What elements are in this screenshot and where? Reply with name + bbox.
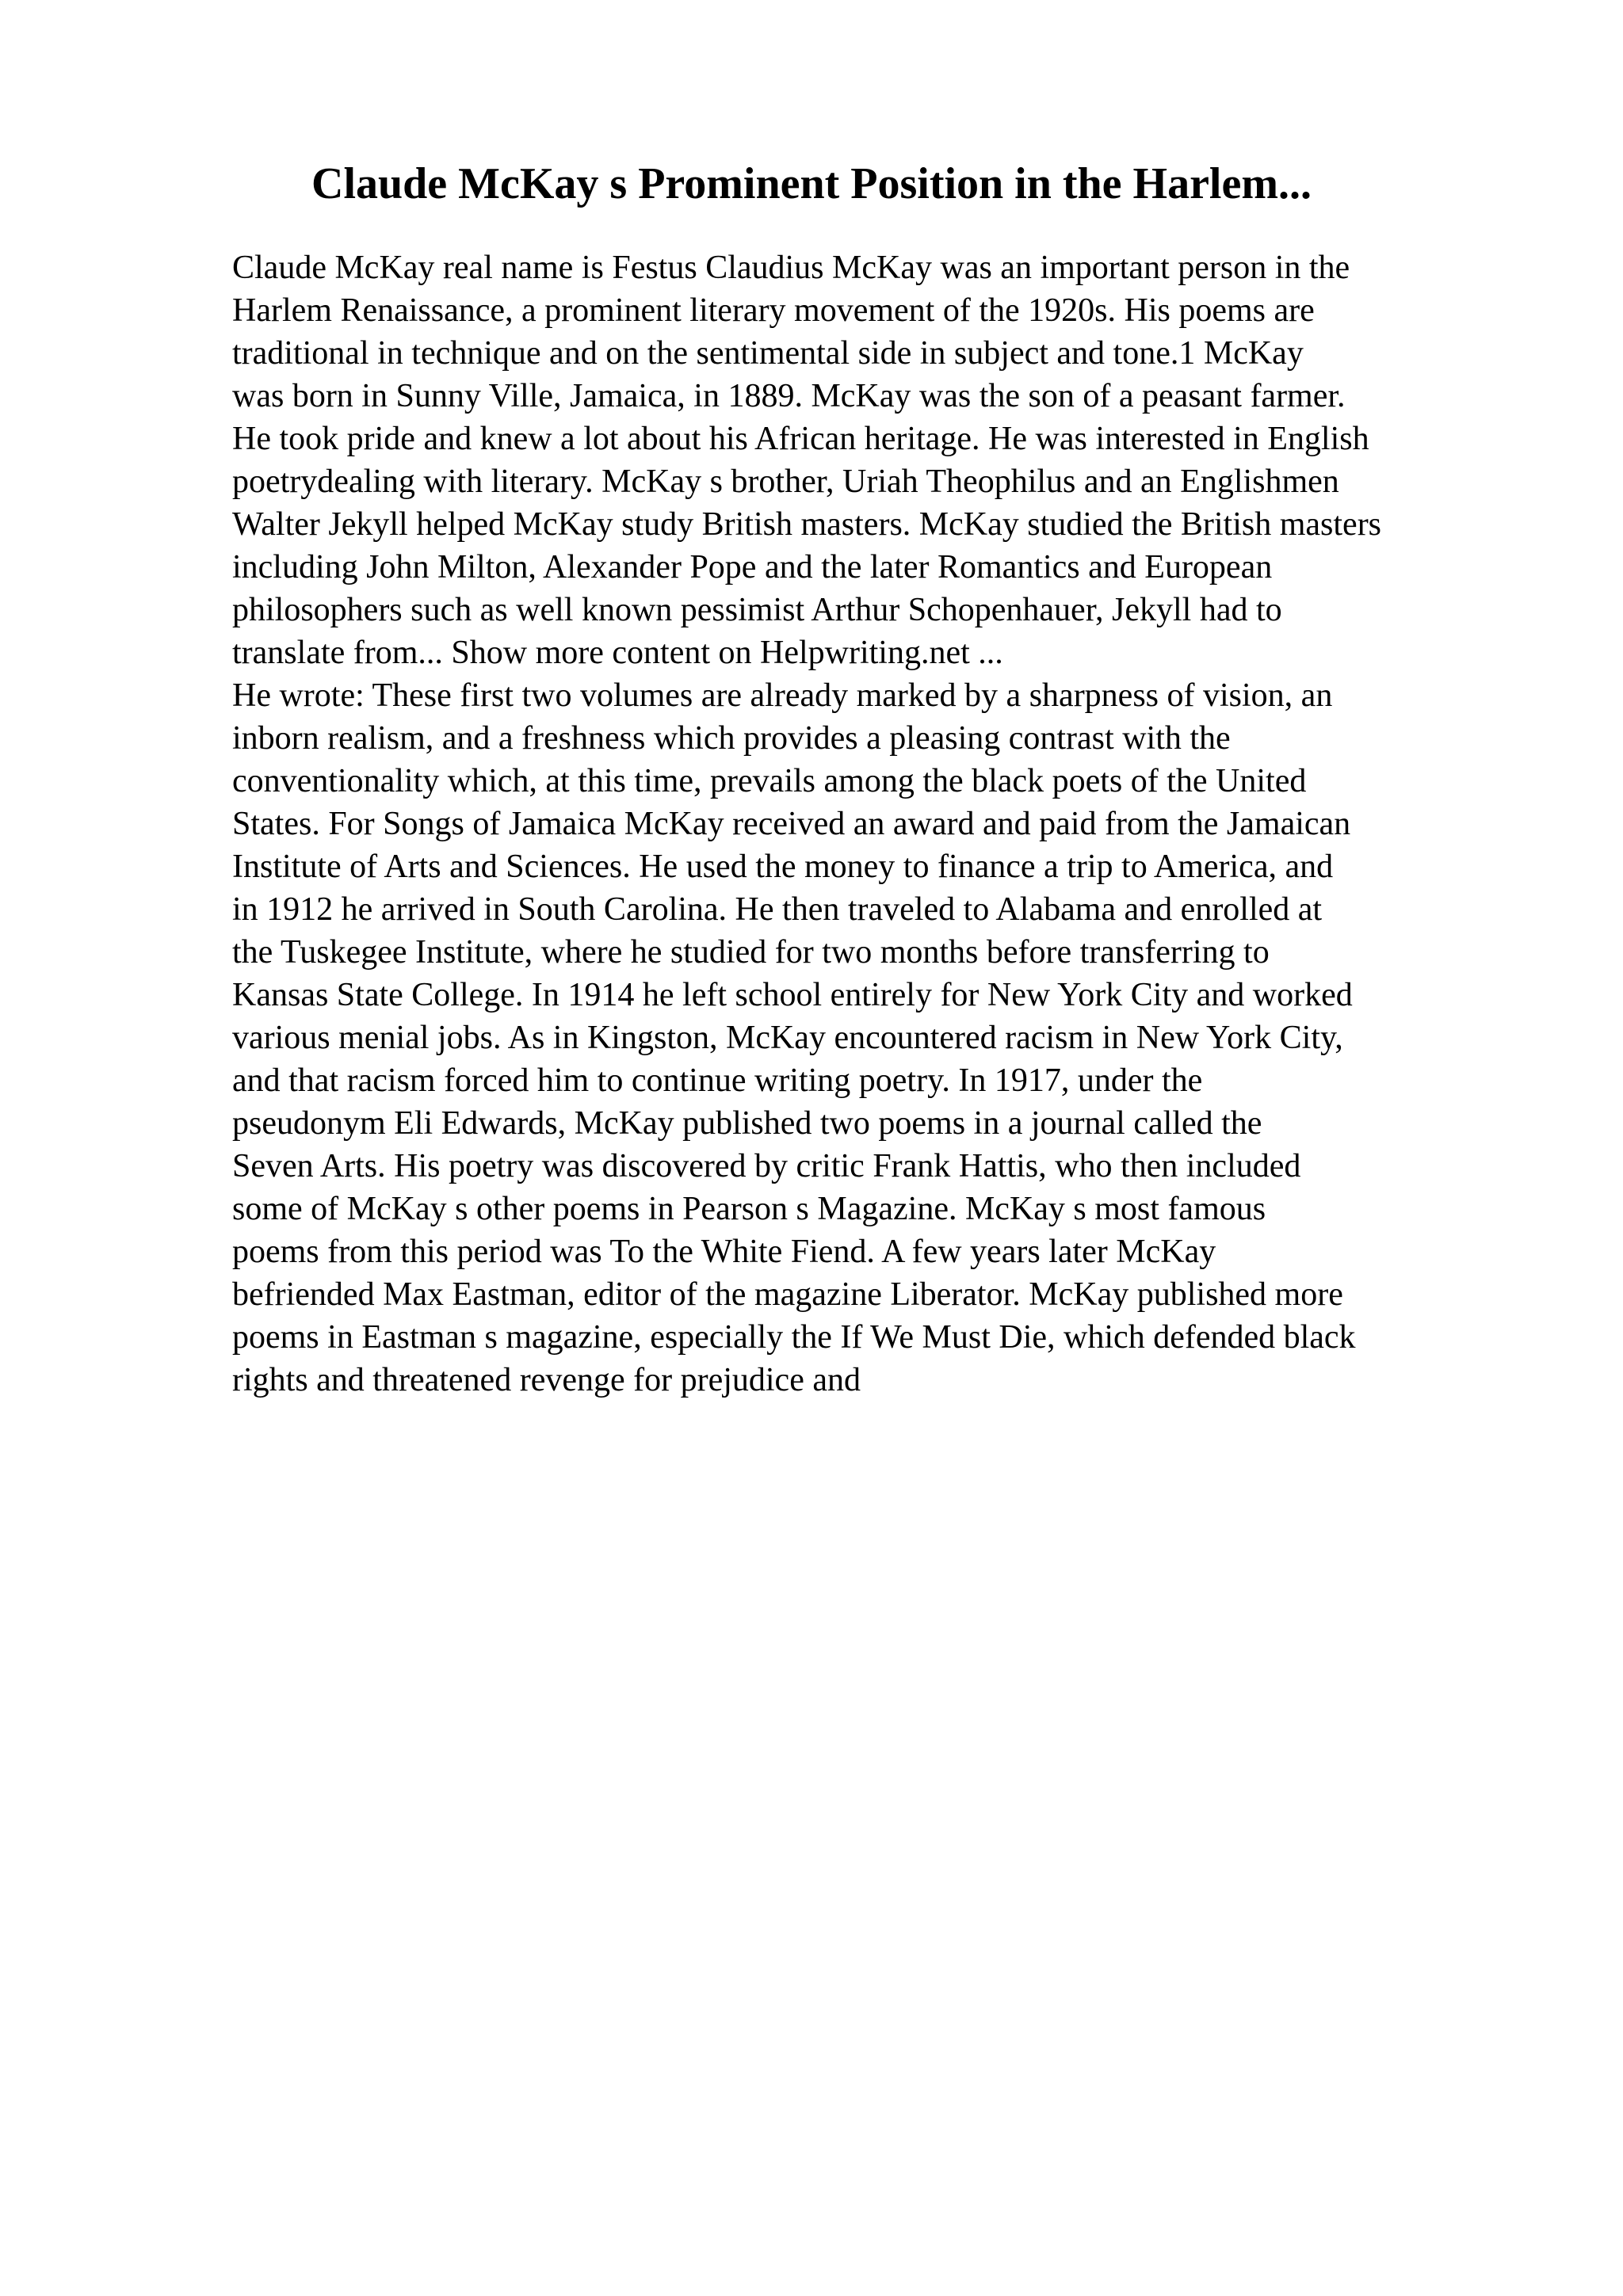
text-line: Seven Arts. His poetry was discovered by critic Frank Hattis, who then included xyxy=(232,1148,1301,1184)
document-title: Claude McKay s Prominent Position in the Harlem... xyxy=(311,159,1312,208)
text-line: philosophers such as well known pessimist Arthur Schopenhauer, Jekyll had to xyxy=(232,592,1282,628)
text-line: Kansas State College. In 1914 he left school entirely for New York City and worked xyxy=(232,977,1353,1013)
text-line: some of McKay s other poems in Pearson s Magazine. McKay s most famous xyxy=(232,1191,1266,1227)
text-line: Institute of Arts and Sciences. He used the money to finance a trip to America, and xyxy=(232,849,1334,885)
document-body xyxy=(232,246,1595,1402)
text-line: Harlem Renaissance, a prominent literary movement of the 1920s. His poems are xyxy=(232,292,1315,329)
text-line: poems in Eastman s magazine, especially the If We Must Die, which defended black xyxy=(232,1319,1356,1356)
text-line: in 1912 he arrived in South Carolina. He then traveled to Alabama and enrolled at xyxy=(232,891,1323,928)
text-line: pseudonym Eli Edwards, McKay published two poems in a journal called the xyxy=(232,1105,1262,1142)
text-line: the Tuskegee Institute, where he studied for two months before transferring to xyxy=(232,934,1270,971)
text-line: translate from... Show more content on Helpwriting.net ... xyxy=(232,635,1003,671)
text-line: poetrydealing with literary. McKay s brother, Uriah Theophilus and an Englishmen xyxy=(232,463,1339,500)
text-line: including John Milton, Alexander Pope and the later Romantics and European xyxy=(232,549,1273,585)
text-line: was born in Sunny Ville, Jamaica, in 1889. McKay was the son of a peasant farmer. xyxy=(232,378,1346,414)
text-line: inborn realism, and a freshness which provides a pleasing contrast with the xyxy=(232,720,1231,757)
text-line: Claude McKay real name is Festus Claudius McKay was an important person in the xyxy=(232,250,1350,286)
text-line: Walter Jekyll helped McKay study British masters. McKay studied the British masters xyxy=(232,506,1382,543)
text-line: conventionality which, at this time, prevails among the black poets of the United xyxy=(232,763,1307,799)
text-line: and that racism forced him to continue writing poetry. In 1917, under the xyxy=(232,1062,1203,1099)
text-line: poems from this period was To the White Fiend. A few years later McKay xyxy=(232,1234,1216,1270)
text-line: traditional in technique and on the sentimental side in subject and tone.1 McKay xyxy=(232,335,1304,372)
text-line: rights and threatened revenge for prejudice and xyxy=(232,1362,861,1398)
text-line: He took pride and knew a lot about his African heritage. He was interested in English xyxy=(232,421,1369,457)
text-line: various menial jobs. As in Kingston, McKay encountered racism in New York City, xyxy=(232,1020,1343,1056)
text-line: States. For Songs of Jamaica McKay received an award and paid from the Jamaican xyxy=(232,806,1351,842)
text-line: befriended Max Eastman, editor of the magazine Liberator. McKay published more xyxy=(232,1276,1343,1313)
text-line: He wrote: These first two volumes are already marked by a sharpness of vision, an xyxy=(232,677,1333,714)
